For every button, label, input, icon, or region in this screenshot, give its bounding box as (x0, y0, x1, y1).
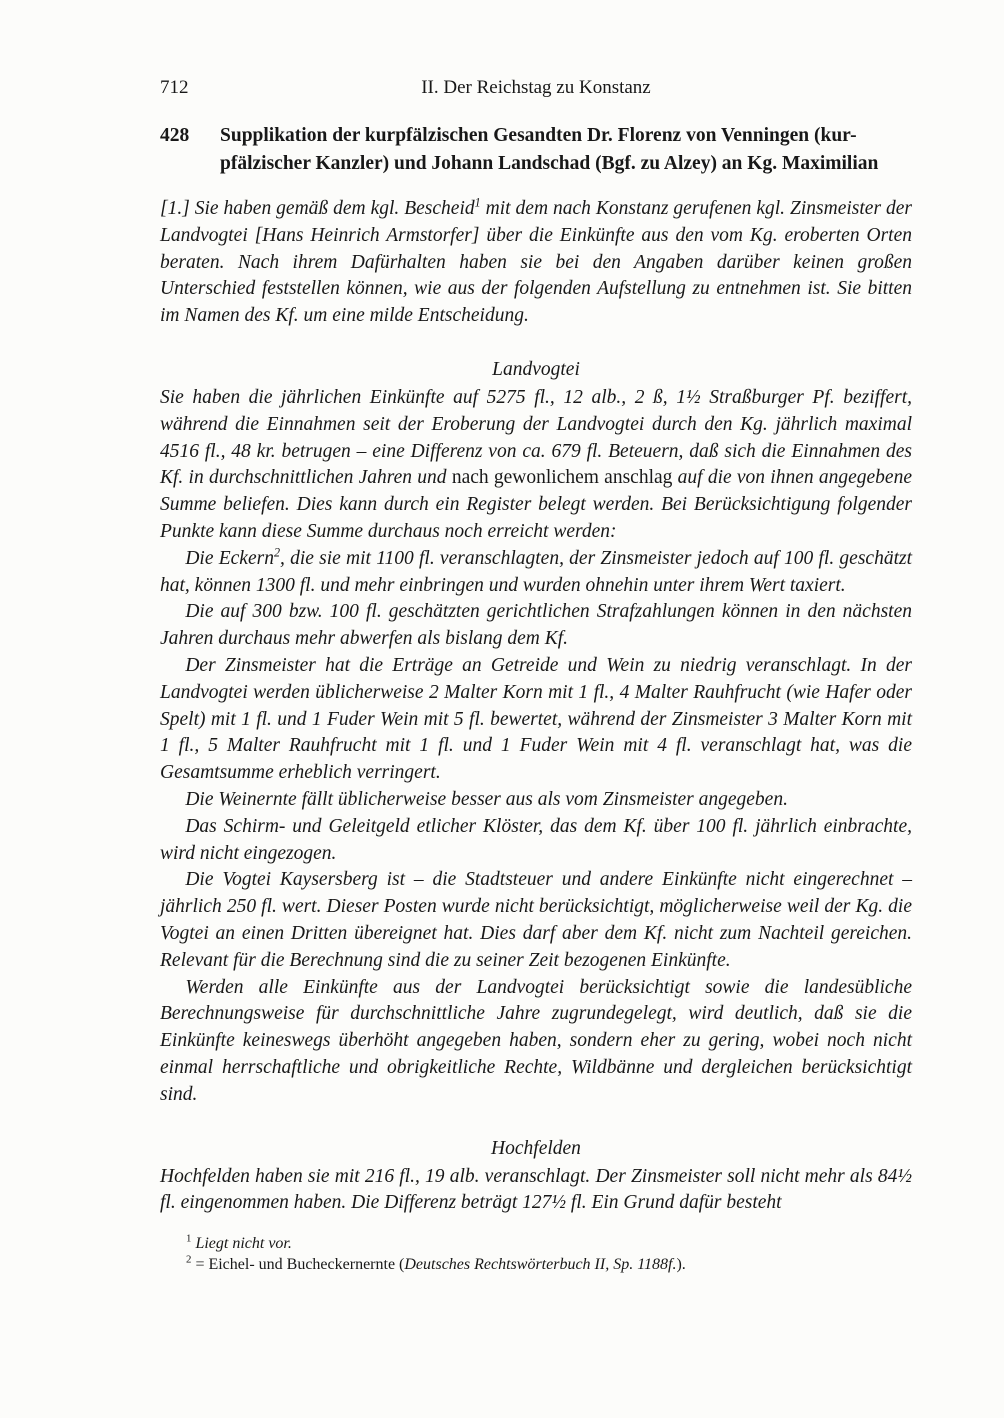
paragraph (160, 1164, 912, 1218)
document-body (160, 196, 912, 1217)
entry-title-line1: Supplikation der kurpfälzischen Gesandten Dr. Florenz von Venningen (kur- (220, 125, 857, 146)
entry-title-line2: pfälzischer Kanzler) und Johann Landschad (Bgf. zu Alzey) an Kg. Maximilian (220, 153, 879, 174)
paragraph (160, 653, 912, 787)
text-segment: Werden alle Einkünfte aus der Landvogtei berücksichtigt sowie die landesübliche Berechnungsweise für durchschnittliche Jahre zugrundegelegt, wird deutlich, daß sie die Einkünfte keineswegs überhöht angegeben haben, sondern eher zu gering, wobei noch nicht einmal herrschaftliche und obrigkeitliche Rechte, Wildbänne und dergleichen berücksichtigt sind. (160, 976, 912, 1105)
section-heading: Landvogtei (492, 358, 580, 380)
text-segment: Deutsches Rechtswörterbuch II, Sp. 1188f. (404, 1256, 677, 1274)
text-segment: auf die von ihnen angegebene Summe beliefen. Dies kann durch ein Register belegt werden. Bei Berücksichtigung folgender Punkte kann diese Summe durchaus noch erreicht werden: (160, 467, 912, 542)
paragraph (160, 867, 912, 974)
text-segment: Sie haben die jährlichen Einkünfte auf 5275 fl., 12 alb., 2 ß, 1½ Straßburger Pf. beziffert, während die Einnahmen seit der Eroberung der Landvogtei durch den Kg. jährlich maximal 4516 fl., 48 kr. betrugen – eine Differenz von ca. 679 fl. Beteuern, daß sich die Einnahmen des Kf. in durchschnittlichen Jahren und (160, 386, 912, 489)
footnote-reference: 2 (273, 545, 280, 560)
running-title: II. Der Reichstag zu Konstanz (421, 77, 651, 98)
footnote-marker: 2 (186, 1253, 192, 1266)
paragraph (160, 385, 912, 546)
text-segment: , die sie mit 1100 fl. veranschlagten, der Zinsmeister jedoch auf 100 fl. geschätzt hat, können 1300 fl. und mehr einbringen und wurden ohnehin unter ihrem Wert taxiert. (160, 547, 912, 596)
paragraph (160, 787, 912, 814)
text-segment: Liegt nicht vor. (191, 1235, 292, 1253)
text-segment: Die Eckern (185, 547, 274, 569)
paragraph (160, 196, 912, 330)
entry-number: 428 (160, 125, 190, 146)
text-segment: Hochfelden haben sie mit 216 fl., 19 alb. veranschlagt. Der Zinsmeister soll nicht mehr als 84½ fl. eingenommen haben. Die Differenz beträgt 127½ fl. Ein Grund dafür besteht (160, 1165, 912, 1214)
footnote-marker: 1 (186, 1232, 192, 1245)
footnotes (160, 1233, 912, 1275)
footnote-reference: 1 (474, 195, 481, 210)
text-segment: = Eichel- und Bucheckernernte ( (191, 1256, 405, 1274)
text-segment: ). (676, 1256, 686, 1274)
footnote (186, 1233, 912, 1254)
section-heading: Hochfelden (491, 1137, 581, 1159)
text-segment: nach gewonlichem anschlag (451, 467, 673, 489)
paragraph (160, 599, 912, 653)
entry-heading (160, 122, 912, 178)
paragraph (160, 546, 912, 600)
footnote (186, 1254, 912, 1275)
running-header (160, 76, 912, 100)
text-segment: Die auf 300 bzw. 100 fl. geschätzten gerichtlichen Strafzahlungen können in den nächsten Jahren durchaus mehr abwerfen als bislang dem Kf. (160, 601, 912, 650)
text-segment: Die Weinernte fällt üblicherweise besser aus als vom Zinsmeister angegeben. (185, 788, 788, 810)
text-segment: Der Zinsmeister hat die Erträge an Getreide und Wein zu niedrig veranschlagt. In der Landvogtei werden üblicherweise 2 Malter Korn mit 1 fl., 4 Malter Rauhfrucht (wie Hafer oder Spelt) mit 1 fl. und 1 Fuder Wein mit 5 fl. bewertet, während der Zinsmeister 3 Malter Korn mit 1 fl., 5 Malter Rauhfrucht mit 1 fl. und 1 Fuder Wein mit 4 fl. veranschlagt hat, was die Gesamtsumme erheblich verringert. (160, 654, 912, 784)
text-segment: [1.] Sie haben gemäß dem kgl. Bescheid (160, 198, 475, 219)
text-segment: Die Vogtei Kaysersberg ist – die Stadtsteuer und andere Einkünfte nicht eingerechnet – jährlich 250 fl. wert. Dieser Posten wurde nicht berücksichtigt, möglicherweise weil der Kg. die Vogtei an einen Dritten übereignet hat. Dies darf aber dem Kf. nicht zum Nachteil gereichen. Relevant für die Berechnung sind die zu seiner Zeit bezogenen Einkünfte. (160, 869, 912, 971)
paragraph (160, 814, 912, 868)
page-number: 712 (160, 77, 189, 98)
text-segment: Das Schirm- und Geleitgeld etlicher Klöster, das dem Kf. über 100 fl. jährlich einbrachte, wird nicht eingezogen. (160, 815, 912, 864)
text-segment: mit dem nach Konstanz gerufenen kgl. Zinsmeister der Landvogtei [Hans Heinrich Armstorfer] über die Einkünfte aus den vom Kg. eroberten Orten beraten. Nach ihrem Dafürhalten haben sie bei den Angaben darüber keinen großen Unterschied feststellen können, wie aus der folgenden Aufstellung zu entnehmen ist. Sie bitten im Namen des Kf. um eine milde Entscheidung. (160, 198, 912, 327)
entry-title (220, 122, 912, 178)
paragraph (160, 975, 912, 1109)
